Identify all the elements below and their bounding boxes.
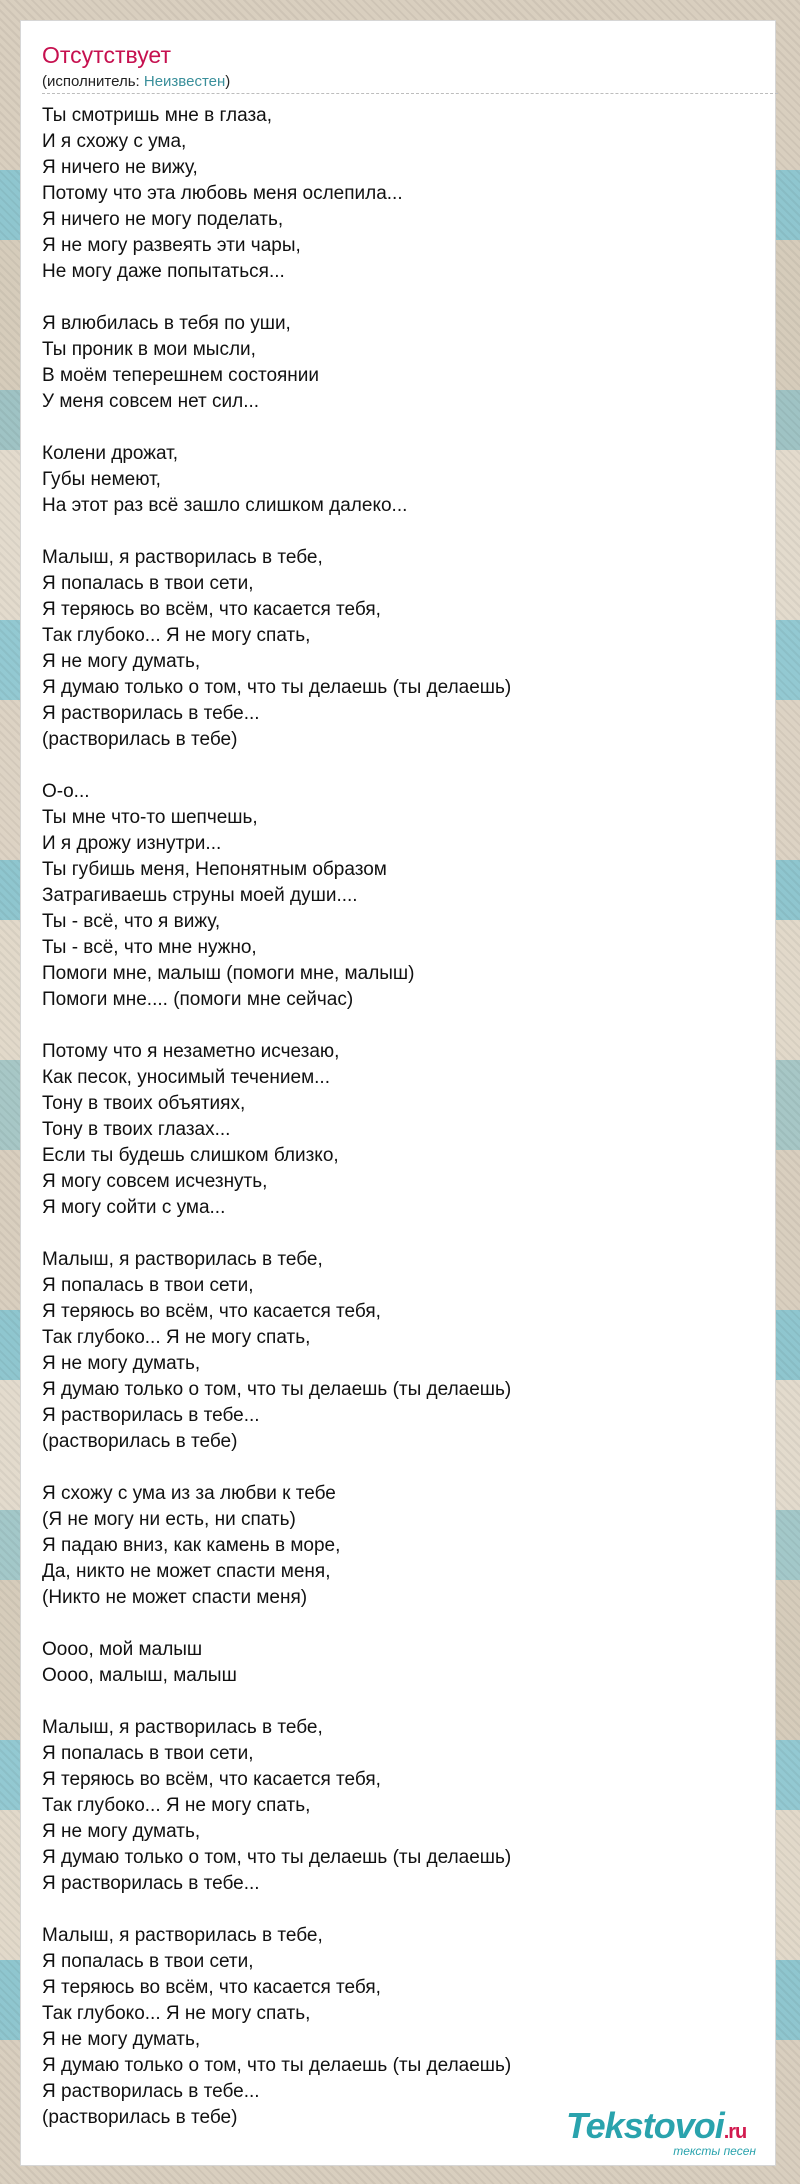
lyric-line: Я ничего не могу поделать, xyxy=(42,209,284,230)
artist-suffix: ) xyxy=(225,73,231,90)
lyric-line: Я падаю вниз, как камень в море, xyxy=(42,1535,341,1556)
lyric-line: Помоги мне, малыш (помоги мне, малыш) xyxy=(42,963,415,984)
lyric-line: Я схожу с ума из за любви к тебе xyxy=(42,1483,336,1504)
stanza-break xyxy=(42,519,762,545)
lyric-line: Ты - всё, что мне нужно, xyxy=(42,937,257,958)
lyric-line: Не могу даже попытаться... xyxy=(42,261,285,282)
stanza-break xyxy=(42,1455,762,1481)
title-divider xyxy=(42,93,778,94)
lyric-line: Я думаю только о том, что ты делаешь (ты делаешь) xyxy=(42,677,512,698)
lyric-line: Я не могу думать, xyxy=(42,2029,201,2050)
stanza-break xyxy=(42,753,762,779)
lyric-line: (Никто не может спасти меня) xyxy=(42,1587,308,1608)
lyric-line: Я не могу думать, xyxy=(42,651,201,672)
lyric-line: Так глубоко... Я не могу спать, xyxy=(42,2003,311,2024)
artist-prefix: (исполнитель: xyxy=(42,73,144,90)
lyric-line: Так глубоко... Я не могу спать, xyxy=(42,625,311,646)
lyric-line: Я теряюсь во всём, что касается тебя, xyxy=(42,1977,381,1998)
lyric-line: Малыш, я растворилась в тебе, xyxy=(42,1249,323,1270)
song-title: Отсутствует xyxy=(42,42,171,68)
stanza-break xyxy=(42,1013,762,1039)
lyric-line: Я думаю только о том, что ты делаешь (ты делаешь) xyxy=(42,1379,512,1400)
lyric-line: (растворилась в тебе) xyxy=(42,2107,238,2128)
lyric-line: Колени дрожат, xyxy=(42,443,178,464)
lyric-line: Малыш, я растворилась в тебе, xyxy=(42,1925,323,1946)
lyric-line: Я могу сойти с ума... xyxy=(42,1197,226,1218)
lyrics-text xyxy=(42,103,762,2131)
stanza-break xyxy=(42,1689,762,1715)
stanza-break xyxy=(42,1221,762,1247)
stanza-break xyxy=(42,1897,762,1923)
stanza-break xyxy=(42,285,762,311)
lyric-line: Я не могу развеять эти чары, xyxy=(42,235,301,256)
lyric-line: Я теряюсь во всём, что касается тебя, xyxy=(42,599,381,620)
lyric-line: Тону в твоих объятиях, xyxy=(42,1093,246,1114)
lyric-line: Ты проник в мои мысли, xyxy=(42,339,256,360)
artist-line xyxy=(42,73,230,91)
lyric-line: Так глубоко... Я не могу спать, xyxy=(42,1327,311,1348)
lyric-line: Ты - всё, что я вижу, xyxy=(42,911,221,932)
lyric-line: Затрагиваешь струны моей души.... xyxy=(42,885,358,906)
lyric-line: (Я не могу ни есть, ни спать) xyxy=(42,1509,296,1530)
lyric-line: На этот раз всё зашло слишком далеко... xyxy=(42,495,408,516)
lyric-line: Ты губишь меня, Непонятным образом xyxy=(42,859,387,880)
logo-domain: .ru xyxy=(723,2121,747,2143)
logo-name: Tekstovoi xyxy=(566,2105,724,2146)
lyric-line: Если ты будешь слишком близко, xyxy=(42,1145,339,1166)
lyric-line: Малыш, я растворилась в тебе, xyxy=(42,547,323,568)
lyric-line: Я попалась в твои сети, xyxy=(42,573,254,594)
lyrics-card xyxy=(20,20,776,2166)
lyric-line: Помоги мне.... (помоги мне сейчас) xyxy=(42,989,354,1010)
lyric-line: Малыш, я растворилась в тебе, xyxy=(42,1717,323,1738)
lyric-line: (растворилась в тебе) xyxy=(42,1431,238,1452)
lyric-line: Оооо, мой малыш xyxy=(42,1639,203,1660)
lyric-line: Я не могу думать, xyxy=(42,1821,201,1842)
lyric-line: Тону в твоих глазах... xyxy=(42,1119,231,1140)
logo-tagline: тексты песен xyxy=(673,2144,756,2158)
lyric-line: Как песок, уносимый течением... xyxy=(42,1067,330,1088)
lyric-line: Я не могу думать, xyxy=(42,1353,201,1374)
lyric-line: О-о... xyxy=(42,781,90,802)
lyric-line: Я попалась в твои сети, xyxy=(42,1951,254,1972)
lyric-line: Я растворилась в тебе... xyxy=(42,1405,260,1426)
lyric-line: У меня совсем нет сил... xyxy=(42,391,260,412)
lyric-line: Губы немеют, xyxy=(42,469,161,490)
lyric-line: Я ничего не вижу, xyxy=(42,157,198,178)
lyric-line: Так глубоко... Я не могу спать, xyxy=(42,1795,311,1816)
stanza-break xyxy=(42,415,762,441)
lyric-line: Я влюбилась в тебя по уши, xyxy=(42,313,291,334)
lyric-line: В моём теперешнем состоянии xyxy=(42,365,320,386)
lyric-line: И я схожу с ума, xyxy=(42,131,187,152)
lyric-line: Ты смотришь мне в глаза, xyxy=(42,105,273,126)
site-logo[interactable] xyxy=(566,2106,766,2162)
lyric-line: Потому что я незаметно исчезаю, xyxy=(42,1041,340,1062)
lyric-line: Ты мне что-то шепчешь, xyxy=(42,807,258,828)
lyric-line: Я растворилась в тебе... xyxy=(42,1873,260,1894)
lyric-line: Я растворилась в тебе... xyxy=(42,703,260,724)
lyric-line: Оооо, малыш, малыш xyxy=(42,1665,237,1686)
lyric-line: Я попалась в твои сети, xyxy=(42,1275,254,1296)
lyric-line: Я теряюсь во всём, что касается тебя, xyxy=(42,1301,381,1322)
lyric-line: Я думаю только о том, что ты делаешь (ты делаешь) xyxy=(42,2055,512,2076)
lyric-line: Я думаю только о том, что ты делаешь (ты делаешь) xyxy=(42,1847,512,1868)
lyric-line: (растворилась в тебе) xyxy=(42,729,238,750)
stanza-break xyxy=(42,1611,762,1637)
lyric-line: Я теряюсь во всём, что касается тебя, xyxy=(42,1769,381,1790)
lyric-line: Потому что эта любовь меня ослепила... xyxy=(42,183,403,204)
lyric-line: Я могу совсем исчезнуть, xyxy=(42,1171,268,1192)
lyric-line: И я дрожу изнутри... xyxy=(42,833,222,854)
lyric-line: Я попалась в твои сети, xyxy=(42,1743,254,1764)
artist-link[interactable]: Неизвестен xyxy=(143,73,226,90)
lyric-line: Да, никто не может спасти меня, xyxy=(42,1561,331,1582)
lyric-line: Я растворилась в тебе... xyxy=(42,2081,260,2102)
